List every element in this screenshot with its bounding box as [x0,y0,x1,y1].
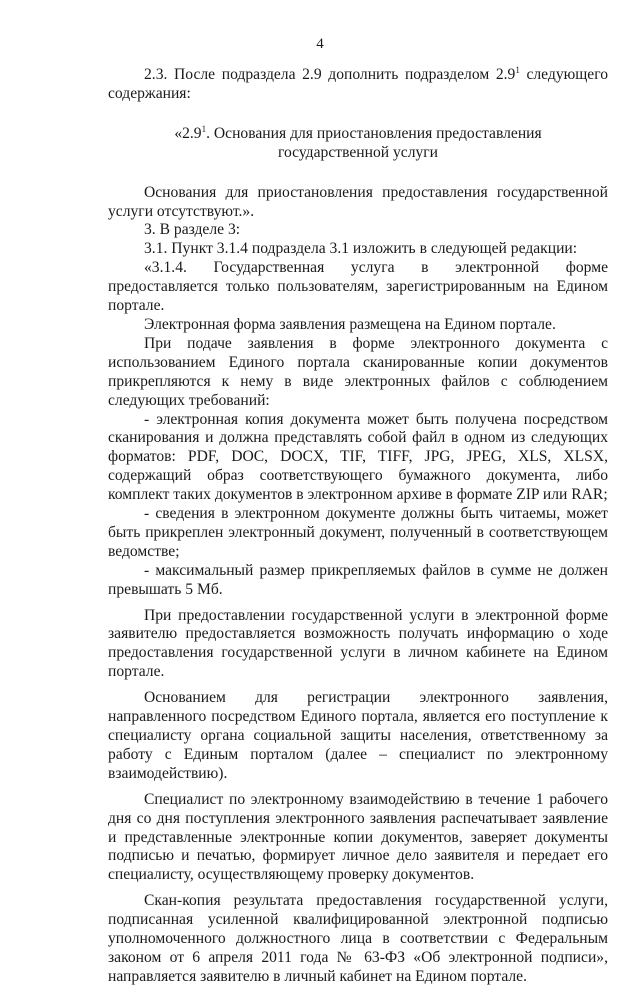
paragraph-specialist-duties: Специалист по электронному взаимодействию в течение 1 рабочего дня со дня поступления электронного заявления распечатывает заявление и представленные электронные копии документов, заверяет документы подписью и печатью, формирует личное дело заявителя и передает его специалисту, осуществляющему проверку документов. [108,790,608,884]
section-heading: «$2.9^1$. Основания для приостановления предоставления государственной услуги [174,123,542,161]
list-item-max-size: - максимальный размер прикрепляемых файлов в сумме не должен превышать 5 Мб. [108,561,608,598]
paragraph-registration-basis: Основанием для регистрации электронного заявления, направленного посредством Единого портала, является его поступление к специалисту органа социальной защиты населения, ответственному за работу с Единым порталом (далее – специалист по электронному взаимодействию). [108,689,608,782]
paragraph-amendment-2-3: 2.3. После подраздела 2.9 дополнить подразделом $2.9^1$ следующего содержания: [108,64,608,102]
paragraph-3-1-4: «3.1.4. Государственная услуга в электронной форме предоставляется только пользователям, зарегистрированным на Едином портале. [108,259,608,315]
list-item-readability: - сведения в электронном документе должны быть читаемы, может быть прикреплен электронный документ, полученный в соответствующем ведомстве; [108,505,608,560]
paragraph-personal-cabinet: При предоставлении государственной услуги в электронной форме заявителю предоставляется возможность получать информацию о ходе предоставления государственной услуги в личном кабинете на Едином портале. [108,606,608,681]
list-item-copy-format: - электронная копия документа может быть получена посредством сканирования и должна представлять собой файл в одном из следующих форматов: PDF, DOC, DOCX, TIF, TIFF, JPG, JPEG, XLS, XLSX, содержащий образ соответствующего бумажного документа, либо комплект таких документов в электронном архиве в формате ZIP или RAR; [108,410,608,504]
paragraph-item-3-1: 3.1. Пункт 3.1.4 подраздела 3.1 изложить в следующей редакции: [144,240,578,258]
paragraph-electronic-form: Электронная форма заявления размещена на Едином портале. [144,315,556,333]
paragraph-scan-copy: Скан-копия результата предоставления государственной услуги, подписанная усиленной квалифицированной электронной подписью уполномоченного должностного лица в соответствии с Федеральным законом от 6 апреля 2011 года № 63-ФЗ «Об электронной подписи», направляется заявителю в личный кабинет на Едином портале. [108,892,608,985]
paragraph-grounds: Основания для приостановления предоставления государственной услуги отсутствуют.». [108,183,608,220]
paragraph-submission: При подаче заявления в форме электронного документа с использованием Единого портала сканированные копии документов прикрепляются к нему в виде электронных файлов с соблюдением следующих требований: [108,334,608,409]
paragraph-section-3: 3. В разделе 3: [144,221,241,239]
page-number: 4 [316,36,324,52]
document-body [108,66,608,987]
